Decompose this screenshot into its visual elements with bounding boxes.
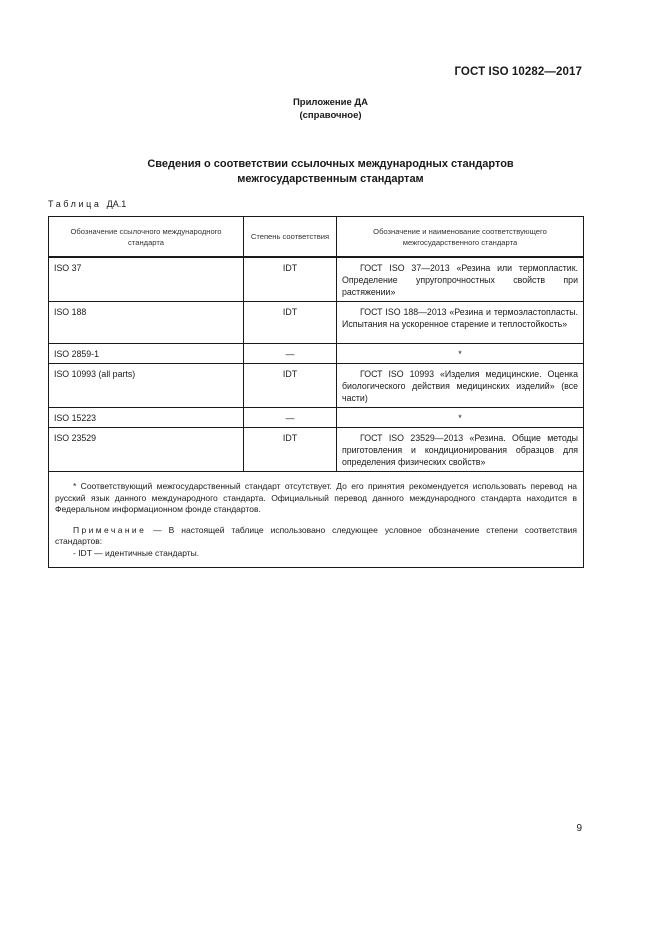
appendix-title: Приложение ДА — [292, 97, 369, 108]
note — [55, 525, 577, 548]
table-row — [49, 364, 584, 408]
section-title-line-2: межгосударственным стандартам — [237, 173, 424, 185]
table-row — [49, 257, 584, 302]
table-caption-number: ДА.1 — [106, 199, 127, 209]
appendix-subtitle: (справочное) — [299, 110, 362, 121]
cell-reference: ISO 188 — [49, 302, 244, 344]
cell-standard-name: * — [337, 408, 584, 428]
cell-reference: ISO 15223 — [49, 408, 244, 428]
table-caption — [48, 199, 126, 209]
standard-name-text: ГОСТ ISO 10993 «Изделия медицинские. Оценка биологического действия медицинских изделий» (все части) — [342, 369, 578, 403]
note-item: - IDT — идентичные стандарты. — [73, 547, 200, 558]
standard-name-text: ГОСТ ISO 37—2013 «Резина или термопластик. Определение упругопрочностных свойств при растяжении» — [342, 263, 578, 297]
table-row — [49, 344, 584, 364]
cell-degree: IDT — [244, 302, 337, 344]
table-row — [49, 408, 584, 428]
table-notes-row — [49, 472, 584, 568]
cell-standard-name — [337, 302, 584, 344]
header-degree: Степень соответствия — [244, 217, 337, 258]
cell-reference: ISO 10993 (all parts) — [49, 364, 244, 408]
note-label: Примечание — [73, 524, 147, 535]
table-row — [49, 302, 584, 344]
appendix-heading — [0, 96, 661, 122]
cell-reference: ISO 2859-1 — [49, 344, 244, 364]
cell-degree: IDT — [244, 364, 337, 408]
table-notes — [49, 472, 584, 568]
cell-degree: — — [244, 408, 337, 428]
standard-name-text: ГОСТ ISO 23529—2013 «Резина. Общие методы приготовления и кондиционирования образцов для определения физических свойств» — [342, 433, 578, 467]
cell-degree: IDT — [244, 257, 337, 302]
cell-degree: IDT — [244, 428, 337, 472]
cell-reference: ISO 37 — [49, 257, 244, 302]
page-number: 9 — [576, 823, 582, 834]
standard-code: ГОСТ ISO 10282—2017 — [454, 66, 582, 78]
table-caption-prefix: Таблица — [48, 199, 102, 209]
cell-reference: ISO 23529 — [49, 428, 244, 472]
cell-standard-name — [337, 257, 584, 302]
header-interstate-standard: Обозначение и наименование соответствующего межгосударственного стандарта — [337, 217, 584, 258]
cell-standard-name: * — [337, 344, 584, 364]
standard-name-text: ГОСТ ISO 188—2013 «Резина и термоэластопласты. Испытания на ускоренное старение и теплостойкость» — [342, 307, 578, 329]
section-title-line-1: Сведения о соответствии ссылочных международных стандартов — [147, 158, 514, 170]
cell-degree: — — [244, 344, 337, 364]
cell-standard-name — [337, 364, 584, 408]
table-row — [49, 428, 584, 472]
section-title — [0, 157, 661, 187]
cell-standard-name — [337, 428, 584, 472]
footnote: * Соответствующий межгосударственный стандарт отсутствует. До его принятия рекомендуется использовать перевод на русский язык данного международного стандарта. Официальный перевод данного международного стандарта находится в Федеральном информационном фонде стандартов. — [55, 481, 577, 514]
note-text: — В настоящей таблице использовано следующее условное обозначение степени соответствия стандартов: — [55, 524, 577, 546]
table-header-row — [49, 217, 584, 258]
correspondence-table — [48, 216, 584, 568]
header-reference-standard: Обозначение ссылочного международного стандарта — [49, 217, 244, 258]
